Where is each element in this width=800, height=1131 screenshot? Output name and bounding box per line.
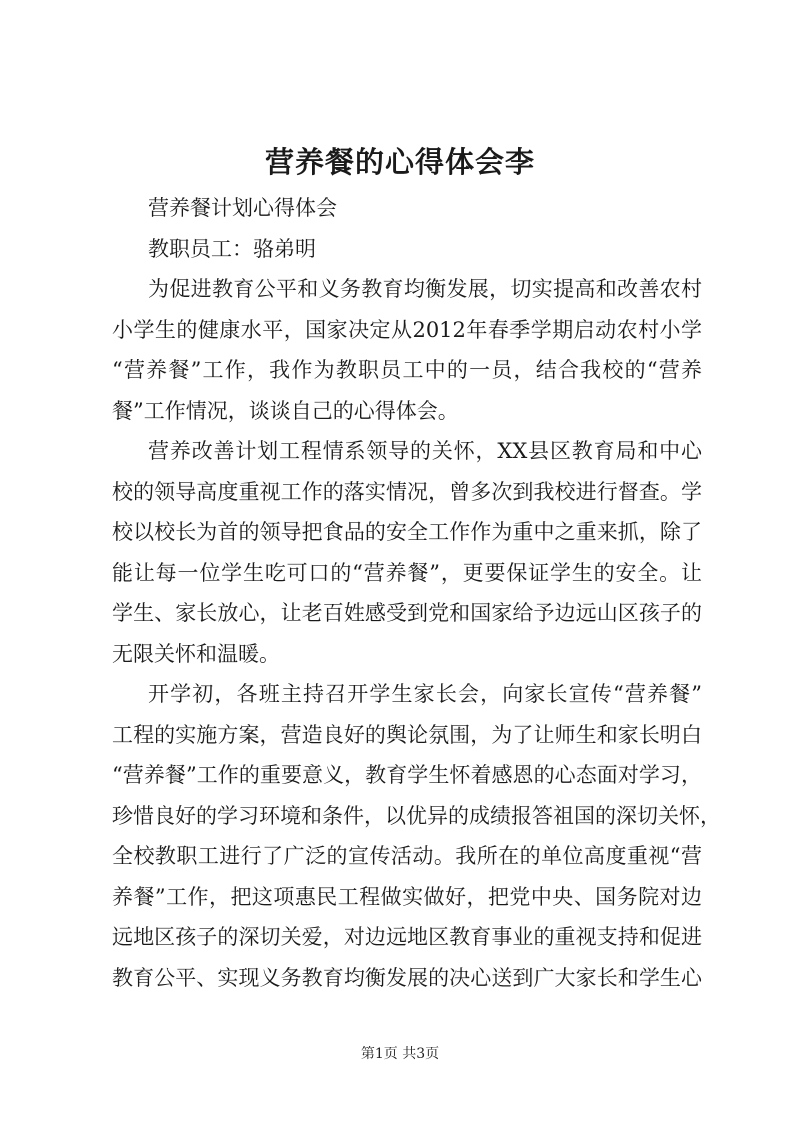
subtitle-line: 营养餐计划心得体会	[148, 196, 337, 220]
paragraph-line: 餐”工作情况，谈谈自己的心得体会。	[112, 398, 459, 423]
paragraph-line: 小学生的健康水平，国家决定从2012年春季学期启动农村小学	[112, 317, 702, 342]
paragraph-line: 养餐”工作，把这项惠民工程做实做好，把党中央、国务院对边	[112, 884, 702, 909]
paragraph-line: 工程的实施方案，营造良好的舆论氛围，为了让师生和家长明白	[112, 722, 702, 747]
paragraph-line: “营养餐”工作，我作为教职员工中的一员，结合我校的“营养	[112, 358, 702, 382]
paragraph-line: 营养改善计划工程情系领导的关怀，XX县区教育局和中心	[148, 439, 702, 463]
paragraph-line: 无限关怀和温暖。	[112, 641, 280, 666]
paragraph-line: 校的领导高度重视工作的落实情况，曾多次到我校进行督查。学	[112, 479, 702, 504]
paragraph-line: 珍惜良好的学习环境和条件，以优异的成绩报答祖国的深切关怀，	[112, 803, 721, 828]
paragraph-line: 能让每一位学生吃可口的“营养餐”，更要保证学生的安全。让	[112, 560, 702, 585]
paragraph-line: 远地区孩子的深切关爱，对边远地区教育事业的重视支持和促进	[112, 925, 702, 949]
paragraph-line: “营养餐”工作的重要意义，教育学生怀着感恩的心态面对学习，	[112, 763, 702, 787]
paragraph-line: 校以校长为首的领导把食品的安全工作作为重中之重来抓，除了	[112, 520, 702, 544]
document-title: 营养餐的心得体会李	[264, 145, 535, 179]
paragraph-line: 教育公平、实现义务教育均衡发展的决心送到广大家长和学生心	[112, 965, 702, 990]
paragraph-line: 学生、家长放心，让老百姓感受到党和国家给予边远山区孩子的	[112, 601, 702, 625]
paragraph-line: 全校教职工进行了广泛的宣传活动。我所在的单位高度重视“营	[112, 844, 702, 868]
author-line: 教职员工：骆弟明	[148, 236, 316, 261]
page-footer: 第1页 共3页	[360, 1046, 440, 1062]
paragraph-line: 开学初，各班主持召开学生家长会，向家长宣传“营养餐”	[148, 682, 702, 706]
paragraph-line: 为促进教育公平和义务教育均衡发展，切实提高和改善农村	[148, 277, 702, 301]
document-body	[112, 188, 721, 998]
